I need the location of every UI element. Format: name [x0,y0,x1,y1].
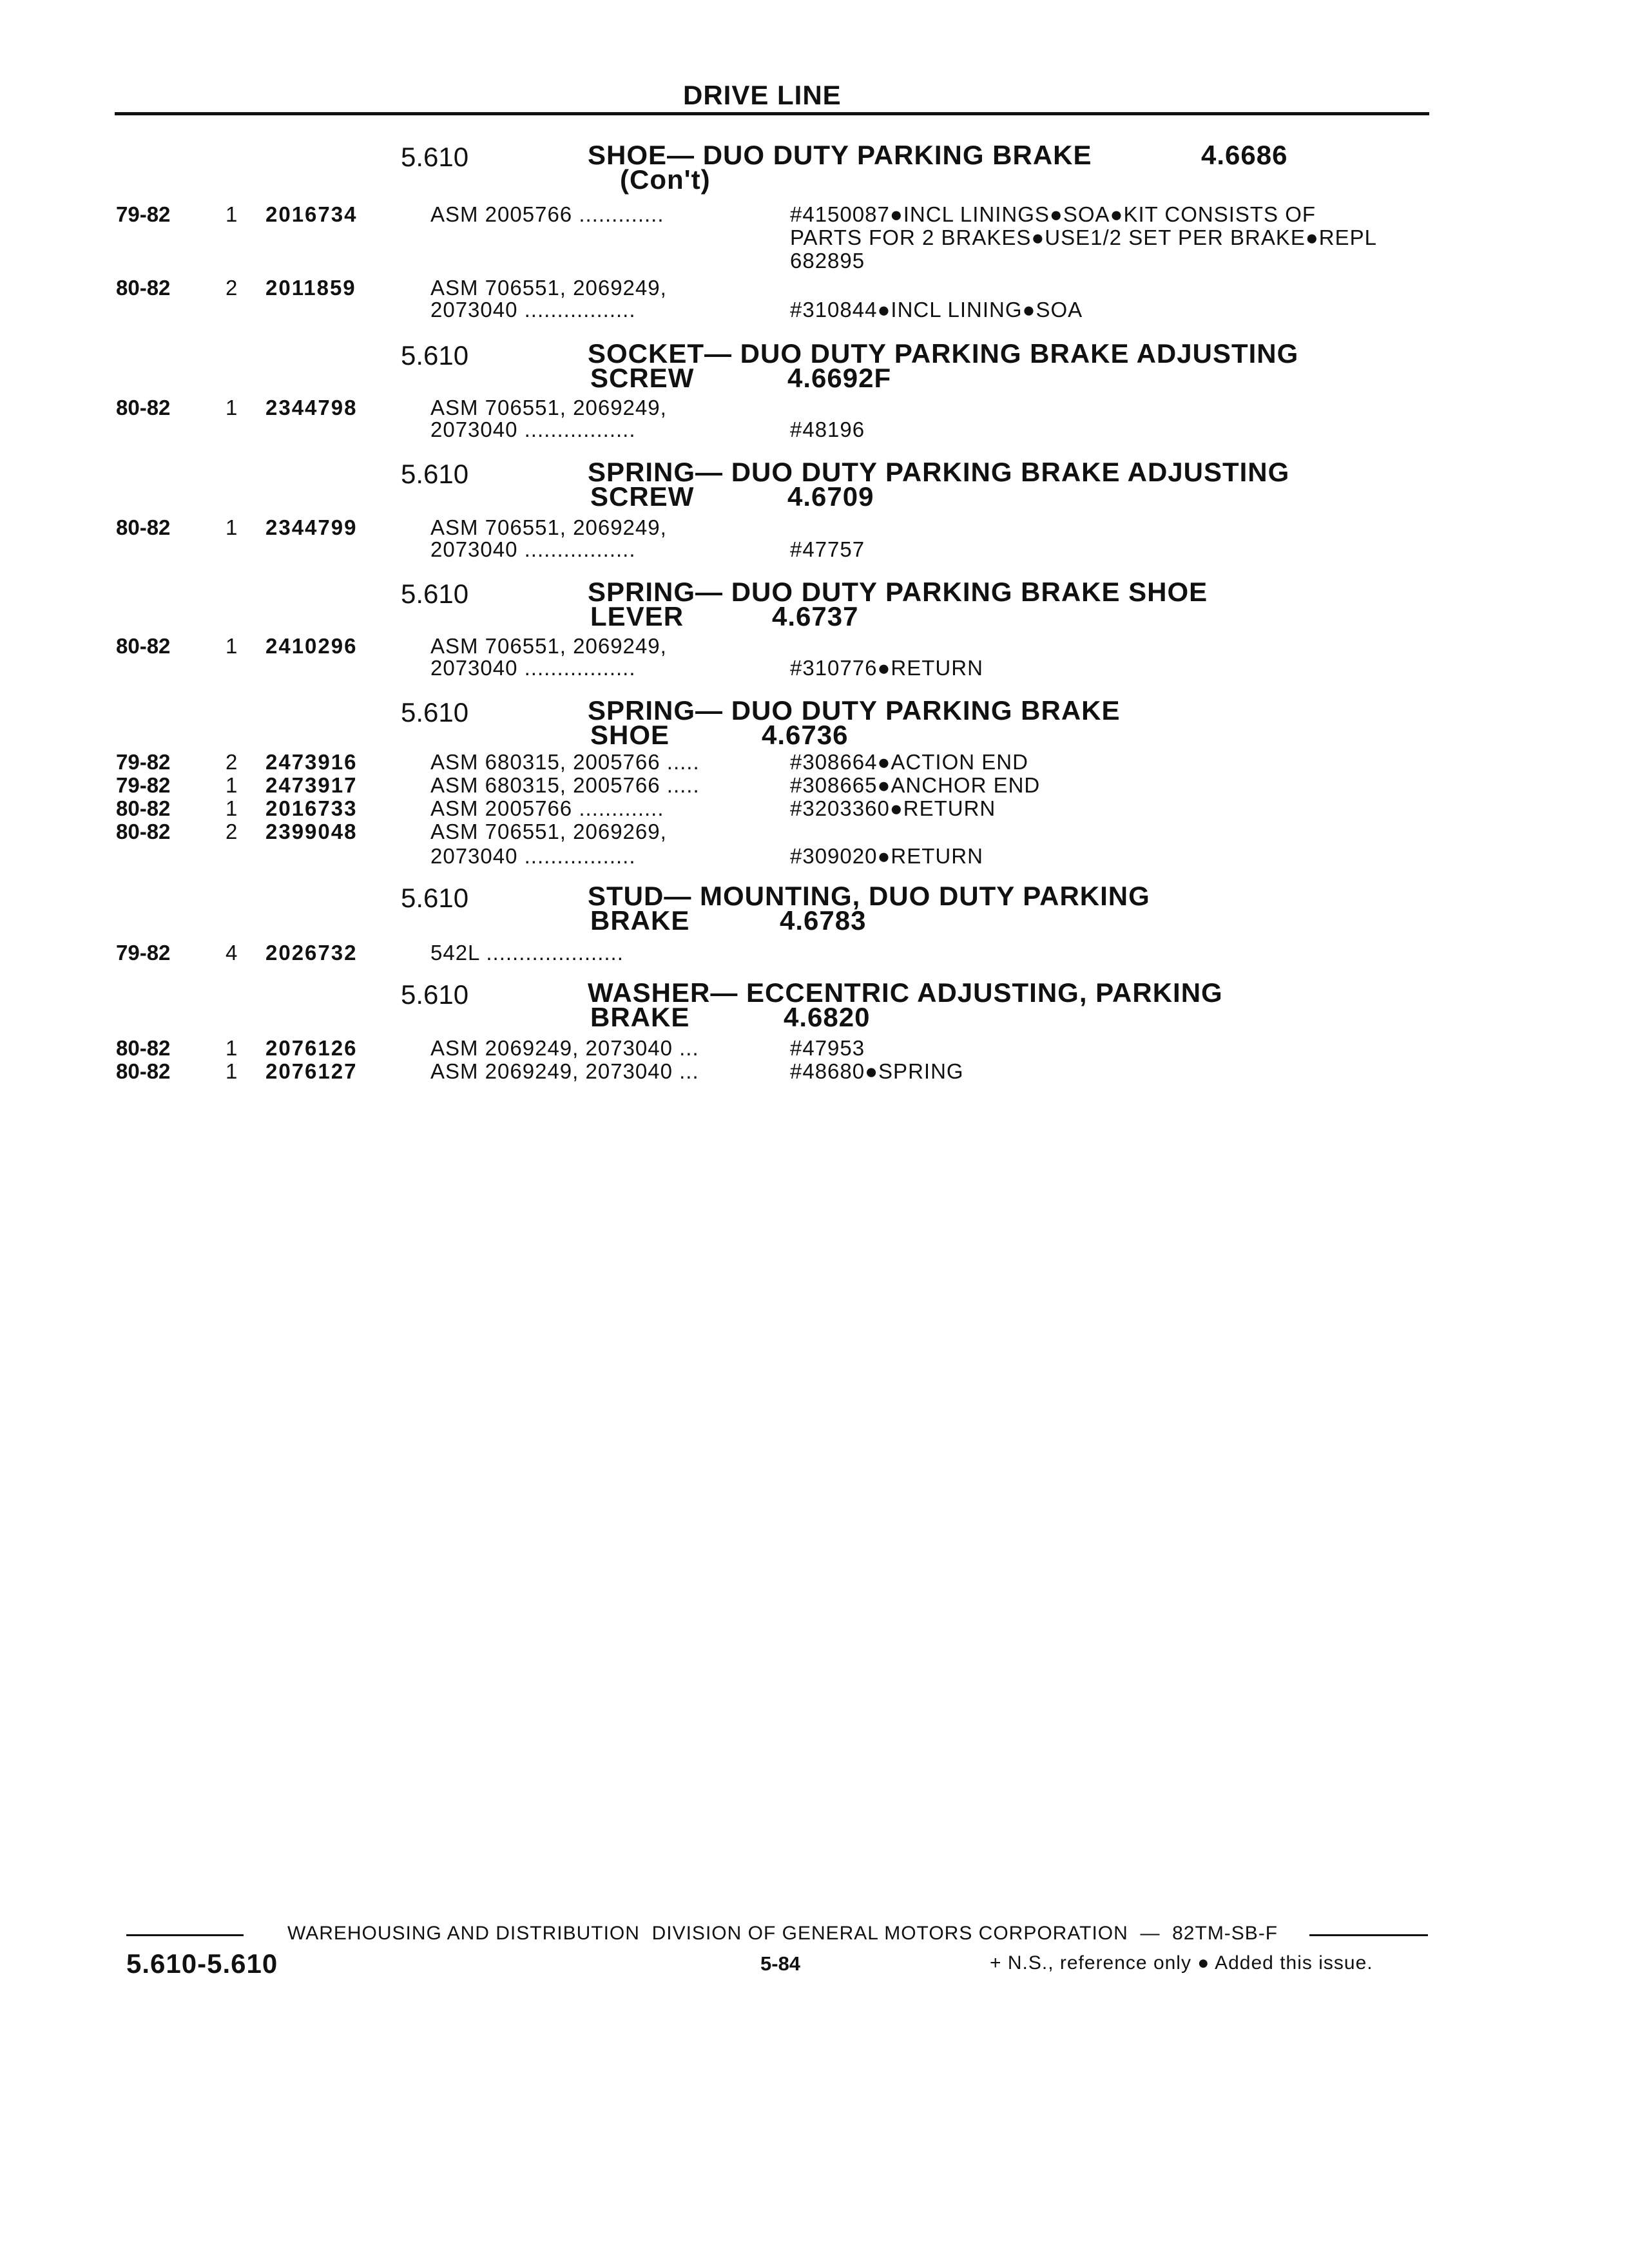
footer-legend: + N.S., reference only ● Added this issue. [990,1952,1373,1974]
parts-row [0,1036,1629,1059]
application: ASM 2005766 ............. [430,202,664,226]
application: 2073040 ................. [430,298,636,322]
part-number: 2410296 [265,634,358,658]
part-number: 2076126 [265,1036,358,1060]
part-number: 2016734 [265,202,358,226]
application: 2073040 ................. [430,844,636,868]
remarks: #4150087●INCL LININGS●SOA●KIT CONSISTS OF [790,202,1316,226]
application: 2073040 ................. [430,656,636,680]
parts-row [0,796,1629,820]
application: ASM 2069249, 2073040 ... [430,1036,699,1060]
model-years: 80-82 [116,276,171,300]
section-number: 5.610 [401,883,469,913]
part-number: 2344798 [265,396,358,419]
model-years: 79-82 [116,941,171,965]
section-number: 5.610 [401,697,469,727]
remarks: #308664●ACTION END [790,750,1028,774]
section-number: 5.610 [401,979,469,1010]
section-number: 5.610 [401,142,469,172]
part-number: 2473917 [265,773,358,797]
remarks: #308665●ANCHOR END [790,773,1041,797]
section-title: STUD— MOUNTING, DUO DUTY PARKING [588,881,1150,911]
model-years: 79-82 [116,773,171,797]
section-number: 5.610 [401,340,469,370]
section-title-continued: BRAKE [590,1002,690,1032]
model-years: 79-82 [116,750,171,774]
footer-page-number: 5-84 [760,1952,801,1975]
footer-section-range: 5.610-5.610 [126,1948,278,1979]
remarks: #310844●INCL LINING●SOA [790,298,1083,322]
part-number: 2011859 [265,276,356,300]
section-number: 5.610 [401,579,469,609]
application: 2073040 ................. [430,418,636,441]
section-title-continued: BRAKE [590,905,690,936]
section-title-continued: SCREW [590,481,695,512]
parts-row [0,1059,1629,1082]
application: ASM 706551, 2069249, [430,515,667,539]
parts-row [0,537,1629,561]
remarks: 682895 [790,249,865,273]
footer-publisher: WAREHOUSING AND DISTRIBUTION DIVISION OF GENERAL MOTORS CORPORATION — 82TM-SB-F [287,1923,1278,1944]
application: ASM 680315, 2005766 ..... [430,750,700,774]
application: ASM 706551, 2069249, [430,276,667,300]
model-years: 80-82 [116,1059,171,1083]
quantity: 1 [226,1036,238,1060]
parts-row [0,515,1629,539]
part-number: 2399048 [265,820,358,843]
quantity: 2 [226,276,238,300]
application: 2073040 ................. [430,537,636,561]
application: ASM 706551, 2069249, [430,396,667,419]
section-reference-code: 4.6820 [784,1002,871,1032]
section-title: SHOE— DUO DUTY PARKING BRAKE [588,140,1092,170]
section-title: SPRING— DUO DUTY PARKING BRAKE SHOE [588,577,1208,607]
part-number: 2016733 [265,796,358,820]
page-header-title: DRIVE LINE [683,80,842,110]
section-title-continued: LEVER [590,601,684,631]
application: ASM 2069249, 2073040 ... [430,1059,699,1083]
remarks: #47953 [790,1036,865,1060]
section-reference-code: 4.6737 [772,601,859,631]
model-years: 80-82 [116,796,171,820]
footer-rule-right [1309,1934,1428,1936]
parts-row [0,276,1629,299]
quantity: 2 [226,750,238,774]
remarks: #3203360●RETURN [790,796,996,820]
remarks: #309020●RETURN [790,844,983,868]
parts-row [0,820,1629,843]
parts-row [0,941,1629,964]
model-years: 80-82 [116,1036,171,1060]
part-number: 2473916 [265,750,358,774]
remarks: #310776●RETURN [790,656,983,680]
section-number: 5.610 [401,459,469,489]
parts-row [0,656,1629,679]
parts-row [0,773,1629,796]
parts-row [0,298,1629,321]
application: ASM 706551, 2069249, [430,634,667,658]
parts-row [0,844,1629,867]
model-years: 79-82 [116,202,171,226]
application: ASM 706551, 2069269, [430,820,667,843]
section-title: SOCKET— DUO DUTY PARKING BRAKE ADJUSTING [588,338,1299,369]
remarks: #47757 [790,537,865,561]
section-reference-code: 4.6736 [762,720,849,750]
section-title-continued: SCREW [590,363,695,393]
section-reference-code: 4.6686 [1201,140,1288,170]
parts-row [0,396,1629,419]
part-number: 2344799 [265,515,358,539]
parts-row [0,249,1629,272]
quantity: 1 [226,773,238,797]
footer-rule-left [126,1934,244,1936]
parts-row [0,634,1629,657]
model-years: 80-82 [116,820,171,843]
quantity: 1 [226,396,238,419]
quantity: 4 [226,941,238,965]
section-title: SPRING— DUO DUTY PARKING BRAKE ADJUSTING [588,457,1290,487]
part-number: 2026732 [265,941,358,965]
parts-row [0,750,1629,773]
application: 542L ..................... [430,941,624,965]
remarks: PARTS FOR 2 BRAKES●USE1/2 SET PER BRAKE●REPL [790,226,1377,249]
section-title-continued: SHOE [590,720,670,750]
quantity: 1 [226,634,238,658]
quantity: 1 [226,1059,238,1083]
quantity: 1 [226,796,238,820]
section-reference-code: 4.6783 [780,905,867,936]
model-years: 80-82 [116,634,171,658]
parts-row [0,418,1629,441]
application: ASM 2005766 ............. [430,796,664,820]
model-years: 80-82 [116,396,171,419]
remarks: #48196 [790,418,865,441]
quantity: 1 [226,515,238,539]
section-title: WASHER— ECCENTRIC ADJUSTING, PARKING [588,977,1223,1008]
section-title: SPRING— DUO DUTY PARKING BRAKE [588,695,1121,726]
model-years: 80-82 [116,515,171,539]
section-title-continued: (Con't) [620,164,711,195]
part-number: 2076127 [265,1059,358,1083]
section-reference-code: 4.6692F [787,363,892,393]
parts-row [0,202,1629,226]
parts-row [0,226,1629,249]
header-rule [115,112,1429,115]
application: ASM 680315, 2005766 ..... [430,773,700,797]
section-reference-code: 4.6709 [787,481,874,512]
remarks: #48680●SPRING [790,1059,964,1083]
quantity: 1 [226,202,238,226]
quantity: 2 [226,820,238,843]
